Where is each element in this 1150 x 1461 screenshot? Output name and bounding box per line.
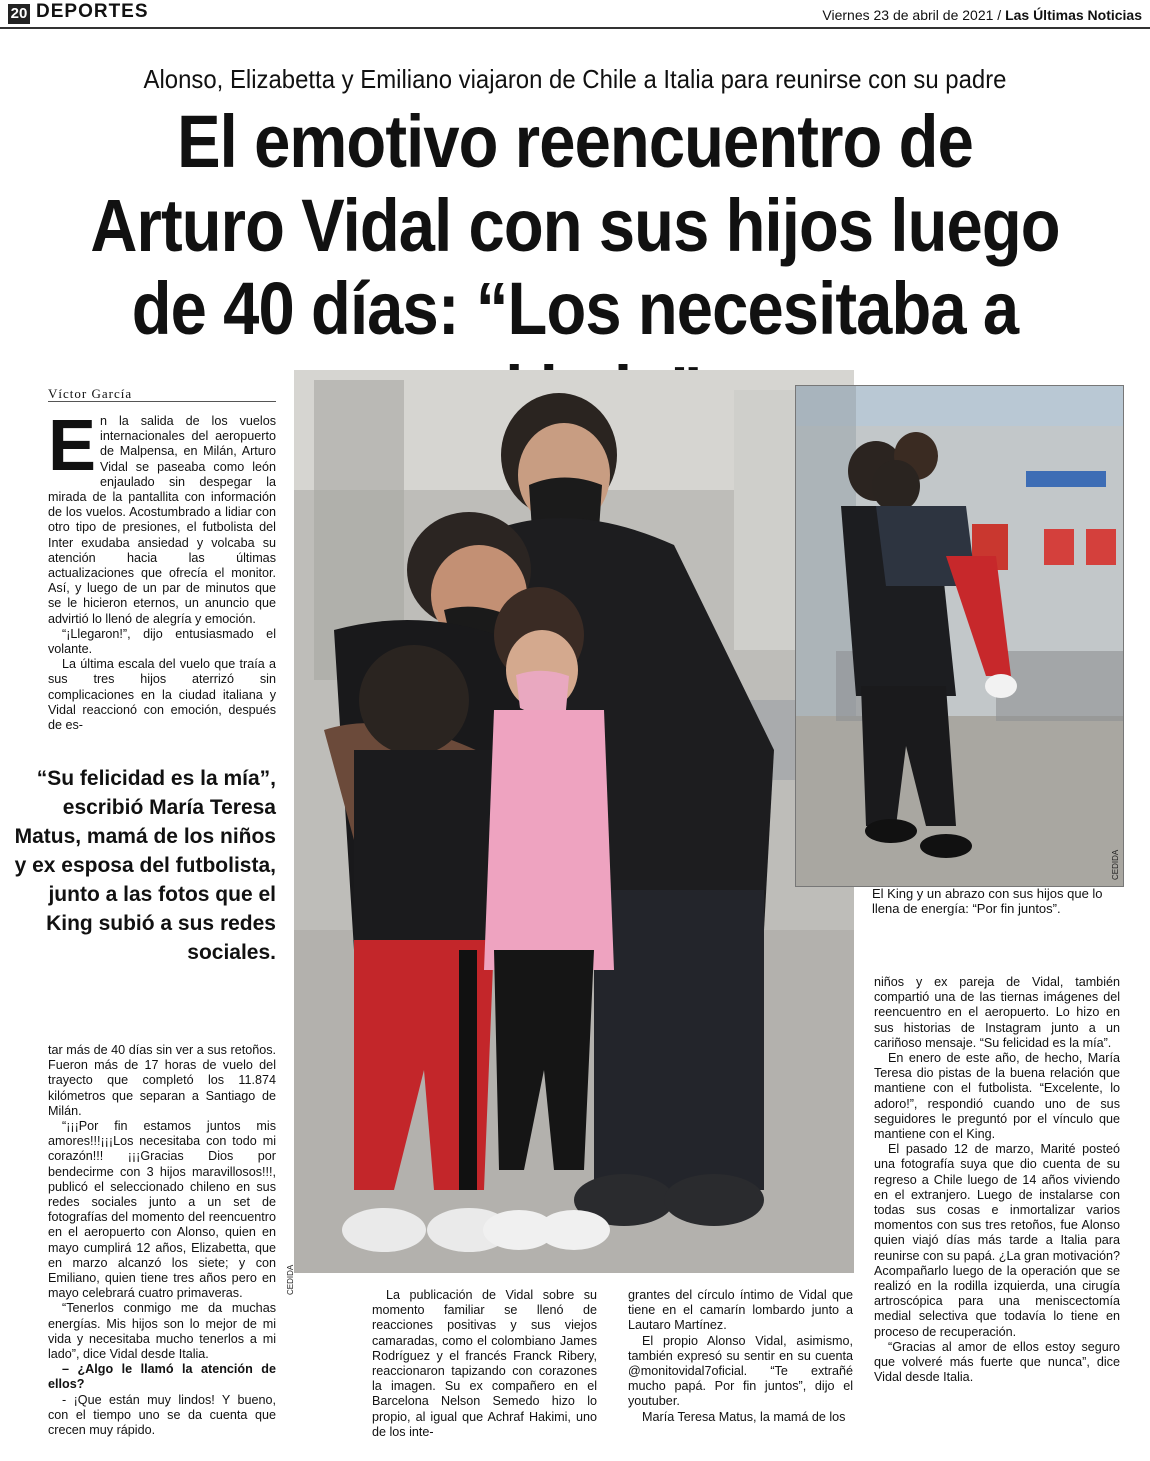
paragraph: El propio Alonso Vidal, asimismo, también expresó su sentir en su cuenta @monitovidal7oficial. “Te extrañé mucho papá. Por fin juntos”, dijo el youtuber. bbox=[628, 1333, 853, 1409]
date: Viernes 23 de abril de 2021 / bbox=[822, 7, 1002, 23]
paragraph: La publicación de Vidal sobre su momento familiar se llenó de reacciones positivas y sus viejos camaradas, como el colombiano James Rodríguez y el francés Franck Ribery, reaccionaron tapizando con corazones la imagen. Su ex compañero en el Barcelona Nelson Semedo hizo lo propio, al igual que Achraf Hakimi, uno de los inte- bbox=[372, 1288, 597, 1439]
dateline bbox=[822, 7, 1142, 23]
column-2 bbox=[372, 1288, 597, 1440]
byline-rule bbox=[48, 401, 276, 402]
column-1-top bbox=[48, 406, 276, 733]
header-rule bbox=[0, 27, 1150, 29]
byline: Víctor García bbox=[48, 386, 133, 401]
paragraph: “¡Llegaron!”, dijo entusiasmado el volante. bbox=[48, 626, 276, 657]
paragraph: “¡¡¡Por fin estamos juntos mis amores!!!¡¡¡Los necesitaba con todo mi corazón!!! ¡¡¡Gracias Dios por bendecirme con 3 hijos maravillosos!!!, publicó el seleccionado chileno en sus redes sociales junto a un set de fotografías del momento del reencuentro en el aeropuerto con Alonso, quien en mayo cumplirá 12 años, Elizabetta, que en marzo alcanzó los siete; y con Emiliano, quien tiene tres años pero en mayo celebrará cuatro primaveras. bbox=[48, 1119, 276, 1301]
column-1-bottom bbox=[48, 1043, 276, 1438]
airport-embrace-photo bbox=[796, 386, 1123, 886]
paragraph: niños y ex pareja de Vidal, también compartió una de las tiernas imágenes del reencuentro en el aeropuerto. Lo hizo en sus historias de Instagram junto a un cariñoso mensaje. “Su felicidad es la mía”. bbox=[874, 975, 1120, 1050]
interview-answer: - ¡Que están muy lindos! Y bueno, con el tiempo uno se da cuenta que crecen muy rápido. bbox=[48, 1392, 276, 1438]
drop-cap: E bbox=[48, 406, 97, 486]
main-photo bbox=[294, 370, 854, 1273]
paragraph: En enero de este año, de hecho, María Teresa dio pistas de la buena relación que mantiene con el futbolista. “Excelente, lo adoro!”, respondió cuando uno de sus seguidores le preguntó por el vínculo que mantiene con el King. bbox=[874, 1051, 1120, 1142]
photo-credit-main: CEDIDA bbox=[286, 1264, 295, 1295]
photo-caption: El King y un abrazo con sus hijos que lo llena de energía: “Por fin juntos”. bbox=[872, 886, 1103, 916]
newspaper-name: Las Últimas Noticias bbox=[1005, 7, 1142, 23]
paragraph: “Gracias al amor de ellos estoy seguro que volveré más fuerte que nunca”, dice Vidal desde Italia. bbox=[874, 1339, 1120, 1385]
paragraph: “Tenerlos conmigo me da muchas energías. Mis hijos son lo mejor de mi vida y necesitaba mucho tenerlos a mi lado”, dice Vidal desde Italia. bbox=[48, 1301, 276, 1362]
headline: El emotivo reencuentro de Arturo Vidal con sus hijos luego de 40 días: “Los necesitaba a bbox=[90, 100, 1060, 351]
kicker: Alonso, Elizabetta y Emiliano viajaron de Chile a Italia para reunirse con su padre bbox=[143, 64, 1007, 94]
paragraph: n la salida de los vuelos internacionales del aeropuerto de Malpensa, en Milán, Arturo Vidal se paseaba como león enjaulado sin despegar la mirada de la pantallita con información de los vuelos. Acostumbrado a lidiar con otro tipo de presiones, el futbolista del Inter exudaba ansiedad y volcaba su atención hacia las últimas actualizaciones que ofrecía el monitor. Así, y luego de un par de minutos que se le hicieron eternos, un anuncio que advirtió lo llenó de alegría y emoción. bbox=[48, 414, 276, 626]
column-3 bbox=[628, 1288, 853, 1425]
photo-credit-side: CEDIDA bbox=[1111, 849, 1120, 880]
interview-question: – ¿Algo le llamó la atención de ellos? bbox=[48, 1362, 276, 1392]
paragraph: La última escala del vuelo que traía a sus tres hijos aterrizó sin complicaciones en la ciudad italiana y Vidal reaccionó con emoción, después de es- bbox=[48, 657, 276, 733]
column-4 bbox=[874, 975, 1120, 1385]
page-number: 20 bbox=[8, 4, 30, 24]
paragraph: grantes del círculo íntimo de Vidal que tiene en el camarín lombardo junto a Lautaro Martínez. bbox=[628, 1288, 853, 1333]
side-photo bbox=[795, 385, 1124, 887]
pullquote: “Su felicidad es la mía”, escribió María Teresa Matus, mamá de los niños y ex esposa del futbolista, junto a las fotos que el King subió a sus redes sociales. bbox=[14, 767, 276, 964]
paragraph: tar más de 40 días sin ver a sus retoños. Fueron más de 17 horas de vuelo del trayecto que completó los 11.874 kilómetros que separan a Santiago de Milán. bbox=[48, 1043, 276, 1118]
airport-hug-photo bbox=[294, 370, 854, 1273]
paragraph: María Teresa Matus, la mamá de los bbox=[642, 1409, 846, 1424]
paragraph: El pasado 12 de marzo, Marité posteó una fotografía suya que dio cuenta de su regreso a Chile luego de 14 años viviendo en el extranjero. Luego de instalarse con todas sus cosas e inmortalizar varios momentos con sus tres retoños, fue Alonso quien viajó días más tarde a Italia para reunirse con su papá. ¿La gran motivación? Acompañarlo luego de la operación que se realizó en la rodilla izquierda, una cirugía artroscópica para una meniscectomía medial selectiva que todavía lo tiene en proceso de recuperación. bbox=[874, 1142, 1120, 1339]
section-title: DEPORTES bbox=[36, 1, 149, 22]
